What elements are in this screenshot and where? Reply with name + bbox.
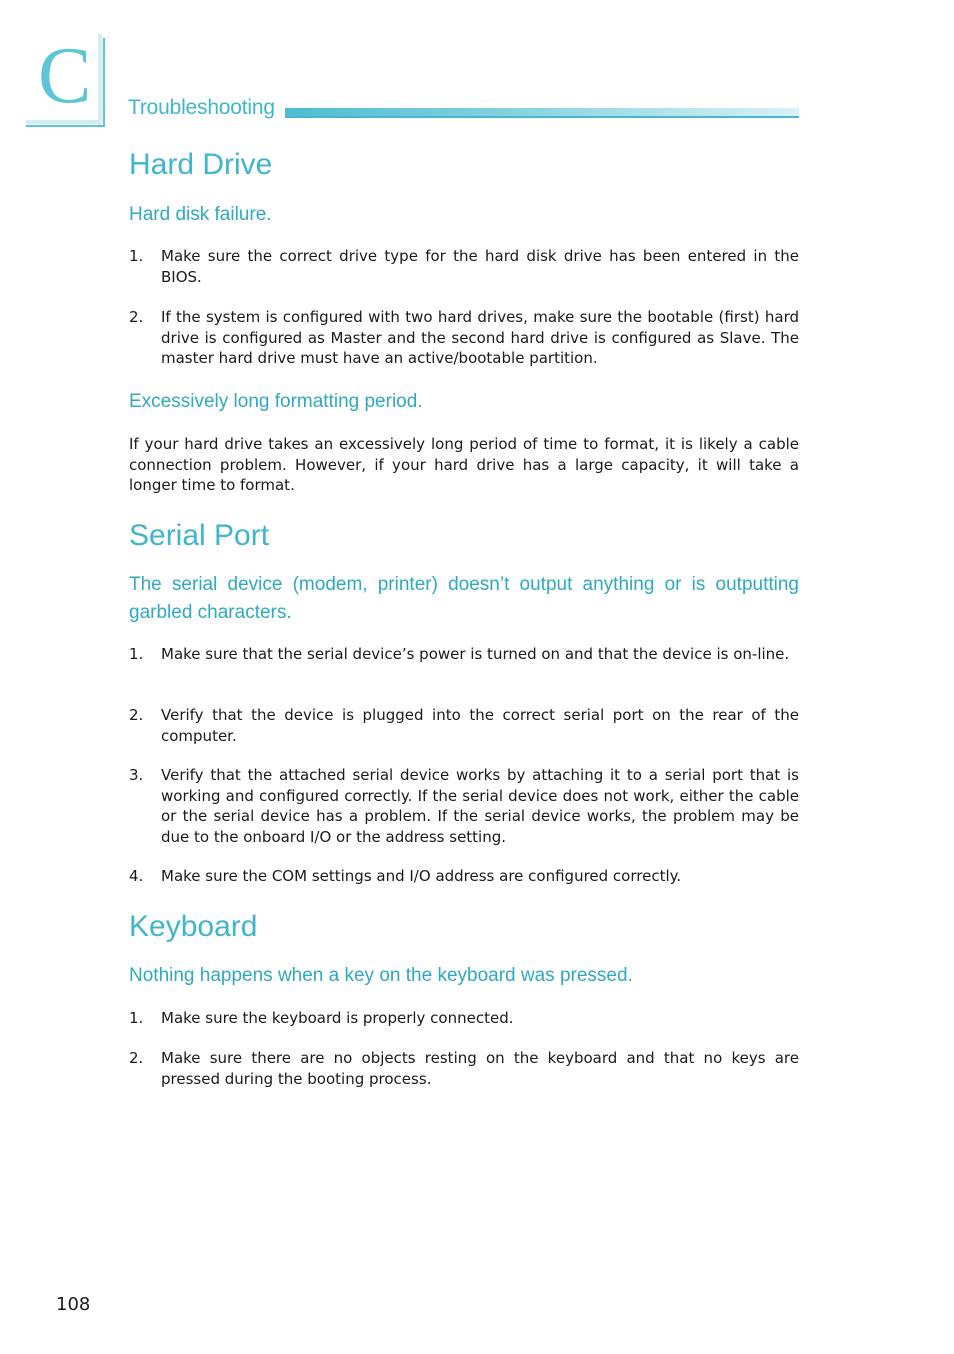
list-item-text: Make sure the correct drive type for the hard disk drive has been entered in the BIOS. — [161, 247, 799, 286]
list-item-number: 2. — [129, 308, 144, 326]
list-item — [129, 1048, 799, 1089]
list-item-number: 1. — [129, 1009, 144, 1027]
chapter-tab-border — [98, 34, 102, 126]
list-item-number: 2. — [129, 1049, 144, 1067]
list-item — [129, 765, 799, 847]
section-title-hard-drive: Hard Drive — [129, 148, 273, 181]
list-item-number: 1. — [129, 247, 144, 265]
subsection-title-long-formatting: Excessively long formatting period. — [129, 391, 423, 412]
list-item-number: 4. — [129, 867, 144, 885]
list-item — [129, 1008, 799, 1029]
list-item-number: 2. — [129, 706, 144, 724]
list-item-number: 3. — [129, 766, 144, 784]
list-item-text: If the system is configured with two hard drives, make sure the bootable (first) hard drive is configured as Master and the second hard drive is configured as Slave. The master hard drive must have an active/bootable partition. — [161, 308, 799, 367]
list-item — [129, 307, 799, 369]
section-title-serial-port: Serial Port — [129, 519, 270, 552]
list-item — [129, 644, 799, 665]
subsection-title-serial-device: The serial device (modem, printer) doesn’t output anything or is outputting garbled characters. — [129, 574, 799, 623]
list-item-text: Verify that the attached serial device works by attaching it to a serial port that is working and configured correctly. If the serial device does not work, either the cable or the serial device has a problem. If the serial device works, the problem may be due to the onboard I/O or the address setting. — [161, 766, 799, 846]
list-item-text: Make sure the keyboard is properly connected. — [161, 1009, 514, 1027]
subsection-title-hard-disk-failure: Hard disk failure. — [129, 204, 272, 225]
list-item-text: Verify that the device is plugged into the correct serial port on the rear of the computer. — [161, 706, 799, 745]
chapter-tab — [26, 34, 104, 126]
chapter-letter: C — [38, 32, 92, 120]
chapter-tab-border — [103, 38, 105, 126]
list-item — [129, 866, 799, 887]
subsection-title-nothing-happens: Nothing happens when a key on the keyboard was pressed. — [129, 965, 633, 986]
list-item — [129, 246, 799, 287]
list-item-text: Make sure there are no objects resting on the keyboard and that no keys are pressed during the booting process. — [161, 1049, 799, 1088]
chapter-tab-border — [26, 120, 102, 124]
list-item-text: Make sure that the serial device’s power is turned on and that the device is on-line. — [161, 645, 790, 663]
list-item-text: Make sure the COM settings and I/O address are configured correctly. — [161, 867, 682, 885]
paragraph: If your hard drive takes an excessively long period of time to format, it is likely a cable connection problem. However, if your hard drive has a large capacity, it will take a longer time to format. — [129, 435, 799, 494]
chapter-tab-border — [26, 125, 105, 127]
section-title-keyboard: Keyboard — [129, 910, 258, 943]
list-item-number: 1. — [129, 645, 144, 663]
list-item — [129, 705, 799, 746]
running-header-title: Troubleshooting — [128, 96, 275, 119]
header-rule-line — [285, 116, 799, 118]
page-number: 108 — [56, 1294, 91, 1315]
